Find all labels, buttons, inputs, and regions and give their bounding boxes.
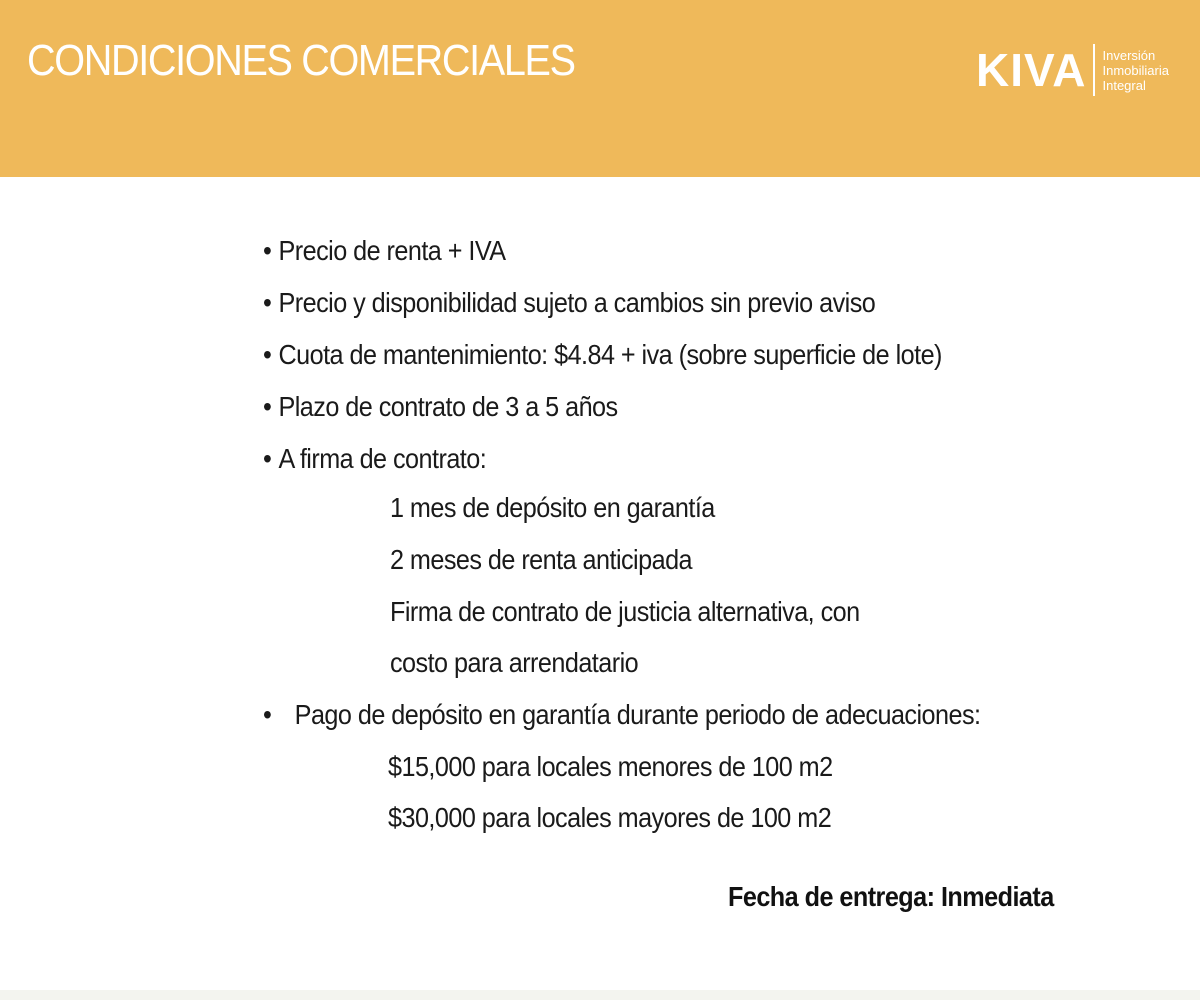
sub-item: 2 meses de renta anticipada [390, 544, 693, 575]
logo-tagline-line: Inmobiliaria [1102, 62, 1169, 78]
list-item [263, 439, 486, 479]
list-item-text: Precio y disponibilidad sujeto a cambios sin previo aviso [278, 287, 876, 318]
bullet-glyph: • [263, 235, 272, 266]
bullet-glyph: • [263, 339, 272, 370]
bullet-glyph: • [263, 391, 272, 422]
list-item-text: Pago de depósito en garantía durante periodo de adecuaciones: [294, 699, 981, 730]
sub-item: Firma de contrato de justicia alternativa, con [390, 596, 860, 627]
list-item [263, 387, 618, 427]
list-item [263, 335, 942, 375]
list-item-text: A firma de contrato: [278, 443, 487, 474]
footer-strip [0, 990, 1200, 1000]
list-item [263, 231, 506, 271]
bullet-glyph: • [263, 443, 272, 474]
page-title: CONDICIONES COMERCIALES [27, 36, 575, 85]
list-item-text: Plazo de contrato de 3 a 5 años [278, 391, 618, 422]
kiva-logo [976, 40, 1169, 100]
sub-item: 1 mes de depósito en garantía [390, 492, 715, 523]
logo-tagline-line: Inversión [1102, 47, 1156, 63]
bullet-glyph: • [263, 287, 272, 318]
header-bar [0, 0, 1200, 177]
list-item-text: Cuota de mantenimiento: $4.84 + iva (sobre superficie de lote) [278, 339, 942, 370]
logo-tagline [1103, 48, 1169, 93]
list-item-text: Precio de renta + IVA [278, 235, 506, 266]
list-item [263, 283, 875, 323]
logo-tagline-line: Integral [1102, 77, 1146, 93]
logo-divider [1093, 44, 1095, 96]
conditions-list [0, 177, 1200, 1000]
sub-item: $30,000 para locales mayores de 100 m2 [388, 802, 832, 833]
bullet-glyph: • [263, 699, 272, 730]
sub-item: $15,000 para locales menores de 100 m2 [388, 751, 833, 782]
logo-wordmark: KIVA [976, 44, 1087, 96]
sub-item: costo para arrendatario [390, 647, 639, 678]
delivery-date: Fecha de entrega: Inmediata [728, 881, 1054, 912]
list-item [263, 695, 981, 735]
